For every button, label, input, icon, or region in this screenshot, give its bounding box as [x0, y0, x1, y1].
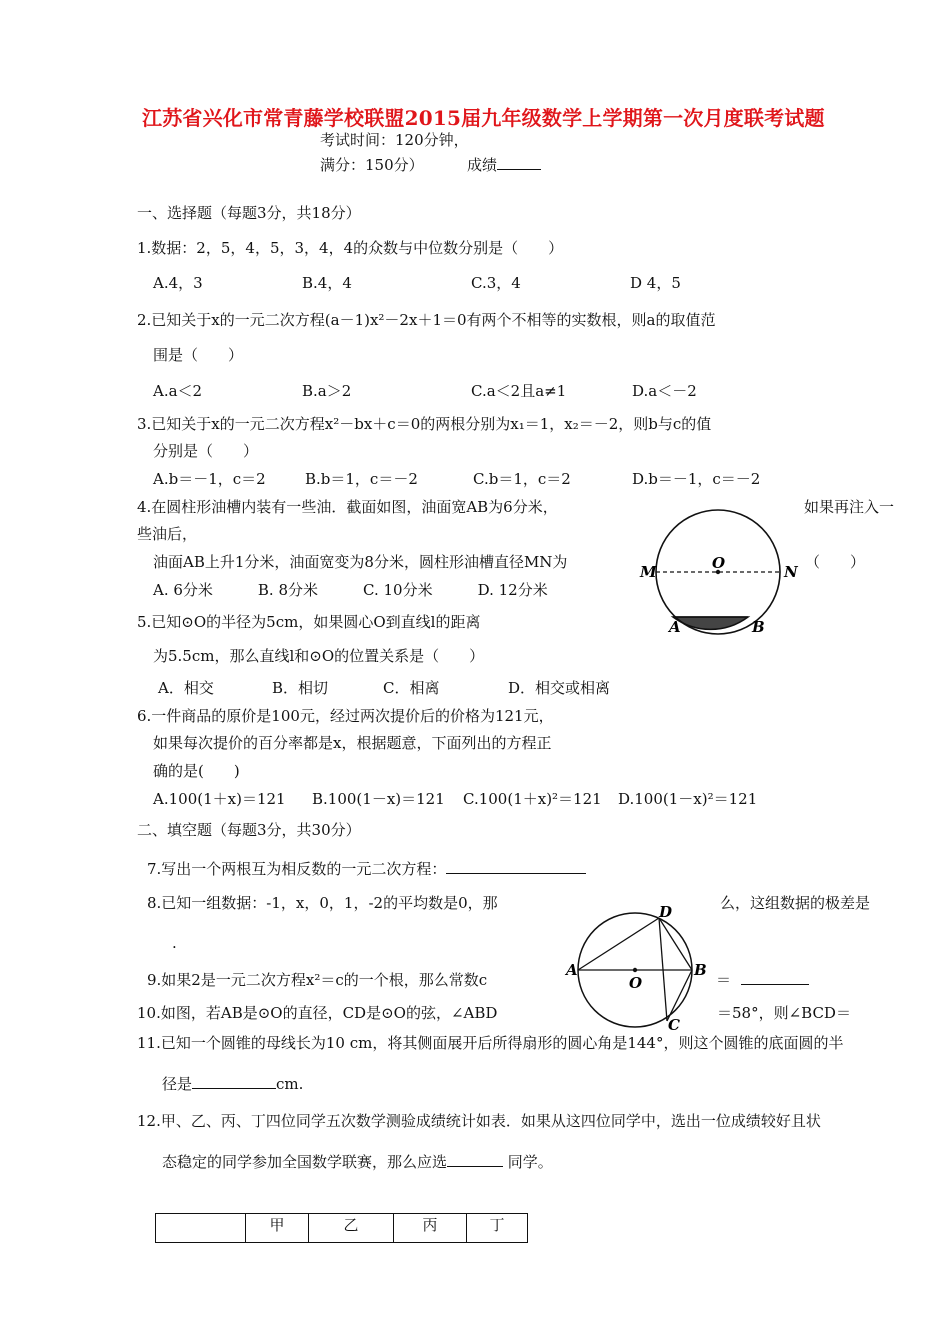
score-table — [155, 1213, 528, 1243]
q1-option-c: C.3，4 — [471, 274, 521, 292]
table-header-cell: 丙 — [394, 1214, 467, 1243]
exam-time: 考试时间：120分钟， — [320, 131, 469, 149]
q2-stem-1: 2.已知关于x的一元二次方程(a－1)x²－2x＋1＝0有两个不相等的实数根，则a的取值范 — [137, 311, 716, 329]
q1-stem: 1.数据：2，5，4，5，3，4，4的众数与中位数分别是（ ） — [137, 239, 564, 257]
label-b: B — [752, 618, 765, 636]
q8-stem-left: 8.已知一组数据：-1，x，0，1，-2的平均数是0，那 — [147, 894, 498, 912]
label-a: A — [669, 618, 681, 636]
section-1-heading: 一、选择题（每题3分，共18分） — [137, 204, 361, 222]
q11-stem-1: 11.已知一个圆锥的母线长为10 cm，将其侧面展开后所得扇形的圆心角是144°，则这个圆锥的底面圆的半 — [137, 1034, 844, 1052]
q5-option-c: C．相离 — [383, 679, 440, 697]
q12-post: 同学。 — [507, 1153, 553, 1171]
q1-option-a: A.4，3 — [153, 274, 203, 292]
q5-option-a: A．相交 — [158, 679, 214, 697]
q2-stem-2: 围是（ ） — [153, 346, 244, 364]
q4-stem-3: 油面AB上升1分米，油面宽变为8分米，圆柱形油槽直径MN为 — [153, 553, 568, 571]
q3-option-d: D.b＝－1，c＝－2 — [632, 470, 761, 488]
q11-stem-2 — [162, 1074, 303, 1094]
q3-option-b: B.b＝1，c＝－2 — [305, 470, 418, 488]
q3-stem-1: 3.已知关于x的一元二次方程x²－bx＋c＝0的两根分别为x₁＝1，x₂＝－2，则b与c的值 — [137, 415, 712, 433]
q6-stem-3: 确的是( ) — [153, 762, 240, 780]
q11-post: cm. — [276, 1075, 304, 1093]
label-b: B — [694, 961, 707, 979]
q8-end: . — [172, 934, 177, 952]
q10-stem-left: 10.如图，若AB是⊙O的直径，CD是⊙O的弦，∠ABD — [137, 1004, 498, 1022]
section-2-heading: 二、填空题（每题3分，共30分） — [137, 821, 361, 839]
q12-stem-1: 12.甲、乙、丙、丁四位同学五次数学测验成绩统计如表．如果从这四位同学中，选出一位成绩较好且状 — [137, 1112, 821, 1130]
q12-answer-blank[interactable] — [447, 1152, 503, 1167]
label-m: M — [640, 563, 657, 581]
q3-option-c: C.b＝1，c＝2 — [473, 470, 571, 488]
chord-db — [659, 918, 692, 970]
q10-stem-right: ＝58°，则∠BCD＝ — [717, 1004, 851, 1022]
q5-stem-1: 5.已知⊙O的半径为5cm，如果圆心O到直线l的距离 — [137, 613, 481, 631]
q12-stem-2 — [162, 1152, 553, 1172]
q7-stem: 7.写出一个两根互为相反数的一元二次方程： — [147, 860, 447, 878]
label-n: N — [784, 563, 798, 581]
q4-options: A. 6分米 B. 8分米 C. 10分米 D. 12分米 — [153, 581, 548, 599]
q11-pre: 径是 — [162, 1075, 193, 1093]
label-o: O — [712, 554, 726, 572]
q2-option-c: C.a＜2且a≠1 — [471, 382, 567, 400]
q7 — [147, 859, 586, 879]
q7-answer-blank[interactable] — [446, 859, 586, 874]
q9-stem-left: 9.如果2是一元二次方程x²＝c的一个根，那么常数c — [147, 971, 488, 989]
q8-stem-right: 么，这组数据的极差是 — [720, 894, 871, 912]
circle-chord-figure — [566, 903, 707, 1034]
q2-option-a: A.a＜2 — [153, 382, 203, 400]
q4-paren: （ ） — [805, 553, 866, 571]
center-dot — [633, 968, 637, 972]
grade-label: 成绩 — [467, 156, 498, 174]
q3-stem-2: 分别是（ ） — [153, 442, 259, 460]
q2-option-b: B.a＞2 — [302, 382, 352, 400]
label-d: D — [659, 903, 673, 921]
q6-stem-1: 6.一件商品的原价是100元，经过两次提价后的价格为121元， — [137, 707, 554, 725]
q6-option-c: C.100(1＋x)²＝121 — [463, 790, 602, 808]
q6-option-b: B.100(1－x)＝121 — [312, 790, 445, 808]
oil-tank-figure — [640, 500, 810, 650]
label-o: O — [629, 974, 643, 992]
q4-stem-1-right: 如果再注入一 — [804, 498, 895, 516]
q4-stem-1: 4.在圆柱形油槽内装有一些油．截面如图，油面宽AB为6分米， — [137, 498, 558, 516]
table-header-cell: 丁 — [467, 1214, 528, 1243]
q9-answer-blank[interactable] — [741, 970, 809, 985]
q4-stem-2: 些油后， — [137, 525, 198, 543]
q5-stem-2: 为5.5cm，那么直线l和⊙O的位置关系是（ ） — [153, 647, 485, 665]
table-header-cell — [156, 1214, 246, 1243]
table-header-row — [156, 1214, 528, 1243]
q6-option-d: D.100(1－x)²＝121 — [618, 790, 758, 808]
q5-option-b: B．相切 — [272, 679, 329, 697]
q9-equals: ＝ — [716, 971, 732, 989]
exam-title: 江苏省兴化市常青藤学校联盟2015届九年级数学上学期第一次月度联考试题 — [142, 106, 825, 130]
chord-cb — [667, 970, 692, 1021]
q6-stem-2: 如果每次提价的百分率都是x，根据题意，下面列出的方程正 — [153, 734, 552, 752]
q5-option-d: D．相交或相离 — [508, 679, 611, 697]
table-header-cell: 乙 — [309, 1214, 394, 1243]
q3-option-a: A.b＝－1，c＝2 — [153, 470, 266, 488]
q11-answer-blank[interactable] — [192, 1074, 276, 1089]
q2-option-d: D.a＜－2 — [632, 382, 697, 400]
q9-right — [716, 970, 809, 990]
label-c: C — [668, 1016, 680, 1034]
q1-option-d: D 4，5 — [630, 274, 681, 292]
grade-field — [467, 155, 541, 175]
q12-pre: 态稳定的同学参加全国数学联赛，那么应选 — [162, 1153, 448, 1171]
grade-blank[interactable] — [497, 155, 541, 170]
full-score: 满分：150分） — [320, 156, 424, 174]
chord-ad — [578, 918, 659, 970]
table-header-cell: 甲 — [246, 1214, 309, 1243]
label-a: A — [566, 961, 578, 979]
q6-option-a: A.100(1＋x)＝121 — [153, 790, 286, 808]
q1-option-b: B.4，4 — [302, 274, 352, 292]
